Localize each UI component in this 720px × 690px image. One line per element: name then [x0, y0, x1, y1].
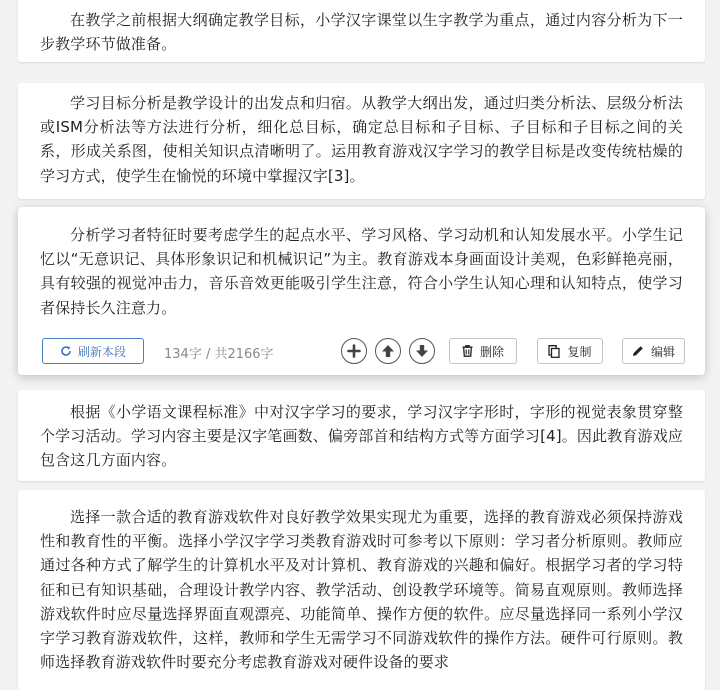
pencil-icon	[632, 345, 644, 357]
plus-icon	[347, 344, 361, 358]
edit-button[interactable]	[622, 338, 685, 364]
edit-label: 编辑	[650, 344, 675, 359]
delete-label: 删除	[479, 344, 504, 359]
paragraph-text: 选择一款合适的教育游戏软件对良好教学效果实现尤为重要，选择的教育游戏必须保持游戏性和教育性的平衡。选择小学汉字学习类教育游戏时可参考以下原则：学习者分析原则。教师应通过各种方式了解学生的计算机水平及对计算机、教育游戏的兴趣和偏好。根据学习者的学习特征和已有知识基础，合理设计教学内容、教学活动、创设教学环境等。简易直观原则。教师选择游戏软件时应尽量选择界面直观漂亮、功能简单、操作方便的软件。应尽量选择同一系列小学汉字学习教育游戏软件，这样，教师和学生无需学习不同游戏软件的操作方法。硬件可行原则。教师选择教育游戏软件时要充分考虑教育游戏对硬件设备的要求	[40, 508, 683, 672]
paragraph-card[interactable]	[18, 390, 705, 481]
refresh-label: 刷新本段	[77, 344, 126, 359]
add-paragraph-button[interactable]	[341, 338, 367, 364]
trash-icon	[462, 345, 473, 357]
paragraph-toolbar	[42, 338, 685, 366]
refresh-icon	[60, 345, 72, 357]
paragraph-text: 根据《小学语文课程标准》中对汉字学习的要求，学习汉字字形时，字形的视觉表象贯穿整个学习活动。学习内容主要是汉字笔画数、偏旁部首和结构方式等方面学习[4]。因此教育游戏应包含这几方面内容。	[40, 403, 683, 470]
word-count: 134字 / 共2166字	[164, 347, 274, 362]
paragraph-card[interactable]	[18, 0, 705, 62]
arrow-up-icon	[381, 344, 395, 358]
paragraph-card[interactable]	[18, 490, 705, 690]
paragraph-text: 分析学习者特征时要考虑学生的起点水平、学习风格、学习动机和认知发展水平。小学生记忆以“无意识记、具体形象识记和机械识记”为主。教育游戏本身画面设计美观，色彩鲜艳亮丽，具有较强的视觉冲击力，音乐音效更能吸引学生注意，符合小学生认知心理和认知特点，使学习者保持长久注意力。	[40, 226, 683, 317]
arrow-down-icon	[415, 344, 429, 358]
move-down-button[interactable]	[409, 338, 435, 364]
move-up-button[interactable]	[375, 338, 401, 364]
paragraph-card[interactable]	[18, 83, 705, 199]
paragraph-text: 学习目标分析是教学设计的出发点和归宿。从教学大纲出发，通过归类分析法、层级分析法或ISM分析法等方法进行分析，细化总目标，确定总目标和子目标、子目标和子目标之间的关系，形成关系图，使相关知识点清晰明了。运用教育游戏汉字学习的教学目标是改变传统枯燥的学习方式，使学生在愉悦的环境中掌握汉字[3]。	[40, 94, 683, 185]
copy-icon	[548, 345, 560, 358]
selected-paragraph-card[interactable]	[18, 207, 705, 375]
paragraph-text: 在教学之前根据大纲确定教学目标，小学汉字课堂以生字教学为重点，通过内容分析为下一步教学环节做准备。	[40, 11, 683, 54]
refresh-paragraph-button[interactable]	[42, 338, 144, 364]
copy-label: 复制	[567, 344, 592, 359]
copy-button[interactable]	[537, 338, 603, 364]
delete-button[interactable]	[449, 338, 517, 364]
